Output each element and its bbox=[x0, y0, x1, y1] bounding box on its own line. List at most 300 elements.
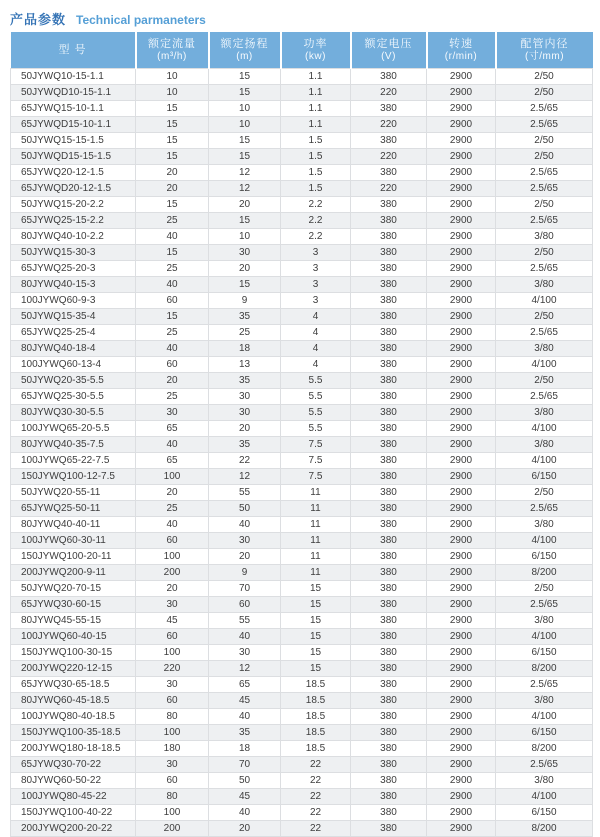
column-header-model bbox=[11, 32, 136, 69]
cell-speed: 2900 bbox=[427, 613, 496, 629]
cell-flow: 180 bbox=[136, 741, 209, 757]
cell-flow: 25 bbox=[136, 501, 209, 517]
cell-power: 2.2 bbox=[281, 213, 351, 229]
cell-pipe: 2/50 bbox=[496, 149, 593, 165]
cell-power: 18.5 bbox=[281, 741, 351, 757]
cell-flow: 100 bbox=[136, 549, 209, 565]
cell-volt: 380 bbox=[351, 389, 427, 405]
cell-model: 100JYWQ65-20-5.5 bbox=[11, 421, 136, 437]
cell-flow: 15 bbox=[136, 245, 209, 261]
page-title-en: Technical parmaneters bbox=[76, 13, 206, 27]
cell-power: 1.1 bbox=[281, 69, 351, 85]
cell-model: 80JYWQ30-30-5.5 bbox=[11, 405, 136, 421]
cell-power: 18.5 bbox=[281, 709, 351, 725]
cell-head: 15 bbox=[209, 85, 281, 101]
cell-head: 35 bbox=[209, 437, 281, 453]
cell-speed: 2900 bbox=[427, 821, 496, 837]
cell-power: 5.5 bbox=[281, 373, 351, 389]
column-header-unit: (m³/h) bbox=[157, 51, 187, 63]
table-row bbox=[11, 757, 593, 773]
cell-head: 70 bbox=[209, 581, 281, 597]
cell-head: 15 bbox=[209, 69, 281, 85]
cell-flow: 60 bbox=[136, 693, 209, 709]
cell-model: 50JYWQ15-20-2.2 bbox=[11, 197, 136, 213]
cell-model: 100JYWQ60-13-4 bbox=[11, 357, 136, 373]
cell-head: 20 bbox=[209, 421, 281, 437]
table-row bbox=[11, 69, 593, 85]
cell-power: 3 bbox=[281, 277, 351, 293]
cell-pipe: 3/80 bbox=[496, 405, 593, 421]
table-row bbox=[11, 645, 593, 661]
cell-speed: 2900 bbox=[427, 293, 496, 309]
cell-model: 65JYWQD15-10-1.1 bbox=[11, 117, 136, 133]
cell-model: 150JYWQ100-20-11 bbox=[11, 549, 136, 565]
column-header-unit: (r/min) bbox=[444, 51, 478, 63]
cell-volt: 380 bbox=[351, 165, 427, 181]
cell-power: 3 bbox=[281, 245, 351, 261]
cell-pipe: 3/80 bbox=[496, 229, 593, 245]
cell-flow: 100 bbox=[136, 469, 209, 485]
cell-flow: 20 bbox=[136, 165, 209, 181]
cell-pipe: 2.5/65 bbox=[496, 325, 593, 341]
spec-table bbox=[10, 32, 593, 837]
cell-power: 22 bbox=[281, 805, 351, 821]
cell-head: 60 bbox=[209, 597, 281, 613]
column-header-flow bbox=[136, 32, 209, 69]
cell-flow: 10 bbox=[136, 85, 209, 101]
column-header-label: 转速 bbox=[449, 37, 473, 50]
cell-power: 7.5 bbox=[281, 453, 351, 469]
cell-power: 1.1 bbox=[281, 85, 351, 101]
cell-volt: 380 bbox=[351, 501, 427, 517]
table-row bbox=[11, 389, 593, 405]
page-title-cn: 产品参数 bbox=[10, 12, 67, 27]
cell-head: 15 bbox=[209, 149, 281, 165]
cell-pipe: 8/200 bbox=[496, 565, 593, 581]
cell-pipe: 2/50 bbox=[496, 245, 593, 261]
cell-flow: 25 bbox=[136, 213, 209, 229]
cell-pipe: 4/100 bbox=[496, 421, 593, 437]
cell-volt: 380 bbox=[351, 357, 427, 373]
cell-head: 10 bbox=[209, 101, 281, 117]
cell-power: 15 bbox=[281, 597, 351, 613]
cell-pipe: 4/100 bbox=[496, 357, 593, 373]
cell-head: 45 bbox=[209, 693, 281, 709]
table-row bbox=[11, 309, 593, 325]
cell-model: 200JYWQ220-12-15 bbox=[11, 661, 136, 677]
cell-speed: 2900 bbox=[427, 149, 496, 165]
cell-head: 50 bbox=[209, 501, 281, 517]
cell-pipe: 2.5/65 bbox=[496, 389, 593, 405]
cell-model: 65JYWQ25-15-2.2 bbox=[11, 213, 136, 229]
cell-model: 50JYWQD10-15-1.1 bbox=[11, 85, 136, 101]
cell-model: 65JYWQ15-10-1.1 bbox=[11, 101, 136, 117]
cell-flow: 80 bbox=[136, 789, 209, 805]
cell-model: 65JYWQ25-50-11 bbox=[11, 501, 136, 517]
table-row bbox=[11, 149, 593, 165]
cell-pipe: 2/50 bbox=[496, 85, 593, 101]
cell-volt: 380 bbox=[351, 613, 427, 629]
cell-volt: 380 bbox=[351, 309, 427, 325]
cell-speed: 2900 bbox=[427, 677, 496, 693]
cell-model: 80JYWQ45-55-15 bbox=[11, 613, 136, 629]
cell-power: 1.1 bbox=[281, 117, 351, 133]
column-header-unit: (kw) bbox=[305, 51, 326, 63]
table-row bbox=[11, 613, 593, 629]
cell-head: 40 bbox=[209, 709, 281, 725]
cell-volt: 380 bbox=[351, 261, 427, 277]
cell-speed: 2900 bbox=[427, 421, 496, 437]
cell-head: 12 bbox=[209, 661, 281, 677]
cell-speed: 2900 bbox=[427, 437, 496, 453]
cell-head: 9 bbox=[209, 293, 281, 309]
cell-speed: 2900 bbox=[427, 629, 496, 645]
cell-head: 15 bbox=[209, 277, 281, 293]
cell-model: 65JYWQ30-70-22 bbox=[11, 757, 136, 773]
cell-model: 200JYWQ200-9-11 bbox=[11, 565, 136, 581]
cell-model: 100JYWQ65-22-7.5 bbox=[11, 453, 136, 469]
cell-model: 150JYWQ100-35-18.5 bbox=[11, 725, 136, 741]
table-row bbox=[11, 421, 593, 437]
cell-pipe: 2/50 bbox=[496, 581, 593, 597]
cell-head: 18 bbox=[209, 341, 281, 357]
cell-model: 150JYWQ100-30-15 bbox=[11, 645, 136, 661]
cell-flow: 30 bbox=[136, 757, 209, 773]
cell-speed: 2900 bbox=[427, 565, 496, 581]
cell-flow: 30 bbox=[136, 677, 209, 693]
cell-pipe: 6/150 bbox=[496, 469, 593, 485]
cell-volt: 380 bbox=[351, 325, 427, 341]
cell-speed: 2900 bbox=[427, 773, 496, 789]
cell-model: 50JYWQ10-15-1.1 bbox=[11, 69, 136, 85]
cell-volt: 380 bbox=[351, 453, 427, 469]
cell-flow: 15 bbox=[136, 149, 209, 165]
cell-head: 10 bbox=[209, 117, 281, 133]
cell-volt: 380 bbox=[351, 661, 427, 677]
column-header-unit: (寸/mm) bbox=[524, 51, 565, 63]
cell-model: 65JYWQ25-30-5.5 bbox=[11, 389, 136, 405]
cell-model: 65JYWQ25-25-4 bbox=[11, 325, 136, 341]
table-row bbox=[11, 325, 593, 341]
cell-flow: 200 bbox=[136, 565, 209, 581]
cell-flow: 40 bbox=[136, 437, 209, 453]
column-header-unit: (m) bbox=[236, 51, 253, 63]
column-header-label: 配管内径 bbox=[520, 37, 569, 50]
cell-pipe: 3/80 bbox=[496, 773, 593, 789]
table-row bbox=[11, 133, 593, 149]
cell-flow: 20 bbox=[136, 485, 209, 501]
cell-model: 50JYWQ15-15-1.5 bbox=[11, 133, 136, 149]
cell-pipe: 2/50 bbox=[496, 69, 593, 85]
table-row bbox=[11, 773, 593, 789]
cell-pipe: 4/100 bbox=[496, 709, 593, 725]
cell-volt: 380 bbox=[351, 229, 427, 245]
spec-table-body bbox=[11, 69, 593, 837]
cell-head: 35 bbox=[209, 725, 281, 741]
cell-speed: 2900 bbox=[427, 757, 496, 773]
cell-speed: 2900 bbox=[427, 725, 496, 741]
table-row bbox=[11, 405, 593, 421]
cell-model: 65JYWQ30-65-18.5 bbox=[11, 677, 136, 693]
table-row bbox=[11, 709, 593, 725]
cell-speed: 2900 bbox=[427, 741, 496, 757]
cell-power: 2.2 bbox=[281, 197, 351, 213]
cell-flow: 60 bbox=[136, 773, 209, 789]
table-row bbox=[11, 677, 593, 693]
table-row bbox=[11, 501, 593, 517]
cell-speed: 2900 bbox=[427, 357, 496, 373]
table-row bbox=[11, 597, 593, 613]
cell-power: 11 bbox=[281, 501, 351, 517]
cell-model: 50JYWQ20-35-5.5 bbox=[11, 373, 136, 389]
cell-flow: 60 bbox=[136, 629, 209, 645]
table-row bbox=[11, 789, 593, 805]
cell-flow: 220 bbox=[136, 661, 209, 677]
cell-pipe: 3/80 bbox=[496, 517, 593, 533]
cell-volt: 380 bbox=[351, 709, 427, 725]
cell-head: 25 bbox=[209, 325, 281, 341]
cell-model: 100JYWQ60-9-3 bbox=[11, 293, 136, 309]
cell-power: 5.5 bbox=[281, 421, 351, 437]
cell-pipe: 8/200 bbox=[496, 661, 593, 677]
cell-flow: 45 bbox=[136, 613, 209, 629]
table-row bbox=[11, 629, 593, 645]
cell-pipe: 8/200 bbox=[496, 821, 593, 837]
cell-pipe: 4/100 bbox=[496, 293, 593, 309]
cell-head: 30 bbox=[209, 405, 281, 421]
cell-volt: 380 bbox=[351, 421, 427, 437]
cell-speed: 2900 bbox=[427, 261, 496, 277]
column-header-power bbox=[281, 32, 351, 69]
cell-volt: 380 bbox=[351, 485, 427, 501]
table-row bbox=[11, 197, 593, 213]
cell-speed: 2900 bbox=[427, 645, 496, 661]
cell-model: 80JYWQ40-35-7.5 bbox=[11, 437, 136, 453]
cell-flow: 40 bbox=[136, 341, 209, 357]
cell-speed: 2900 bbox=[427, 485, 496, 501]
cell-speed: 2900 bbox=[427, 85, 496, 101]
cell-power: 4 bbox=[281, 341, 351, 357]
column-header-pipe bbox=[496, 32, 593, 69]
cell-volt: 380 bbox=[351, 469, 427, 485]
column-header-speed bbox=[427, 32, 496, 69]
table-row bbox=[11, 725, 593, 741]
cell-head: 15 bbox=[209, 133, 281, 149]
table-row bbox=[11, 85, 593, 101]
cell-volt: 380 bbox=[351, 277, 427, 293]
cell-head: 12 bbox=[209, 181, 281, 197]
cell-volt: 380 bbox=[351, 773, 427, 789]
cell-model: 200JYWQ200-20-22 bbox=[11, 821, 136, 837]
cell-power: 1.5 bbox=[281, 165, 351, 181]
cell-pipe: 2.5/65 bbox=[496, 165, 593, 181]
section-title bbox=[0, 0, 600, 32]
cell-flow: 20 bbox=[136, 181, 209, 197]
cell-pipe: 4/100 bbox=[496, 629, 593, 645]
cell-pipe: 6/150 bbox=[496, 549, 593, 565]
cell-speed: 2900 bbox=[427, 277, 496, 293]
column-header-label: 额定流量 bbox=[148, 37, 196, 50]
cell-speed: 2900 bbox=[427, 581, 496, 597]
cell-pipe: 2.5/65 bbox=[496, 101, 593, 117]
cell-speed: 2900 bbox=[427, 245, 496, 261]
cell-flow: 10 bbox=[136, 69, 209, 85]
cell-volt: 220 bbox=[351, 117, 427, 133]
column-header-volt bbox=[351, 32, 427, 69]
table-row bbox=[11, 101, 593, 117]
cell-pipe: 3/80 bbox=[496, 693, 593, 709]
cell-model: 100JYWQ80-45-22 bbox=[11, 789, 136, 805]
cell-volt: 380 bbox=[351, 341, 427, 357]
column-header-label: 额定扬程 bbox=[220, 37, 269, 50]
cell-volt: 380 bbox=[351, 597, 427, 613]
cell-head: 20 bbox=[209, 197, 281, 213]
cell-flow: 100 bbox=[136, 645, 209, 661]
cell-speed: 2900 bbox=[427, 309, 496, 325]
cell-flow: 15 bbox=[136, 197, 209, 213]
cell-volt: 380 bbox=[351, 517, 427, 533]
cell-speed: 2900 bbox=[427, 341, 496, 357]
cell-head: 65 bbox=[209, 677, 281, 693]
cell-flow: 25 bbox=[136, 261, 209, 277]
cell-speed: 2900 bbox=[427, 117, 496, 133]
cell-volt: 380 bbox=[351, 133, 427, 149]
cell-power: 15 bbox=[281, 629, 351, 645]
cell-power: 11 bbox=[281, 533, 351, 549]
cell-flow: 80 bbox=[136, 709, 209, 725]
cell-volt: 380 bbox=[351, 741, 427, 757]
table-row bbox=[11, 453, 593, 469]
table-row bbox=[11, 821, 593, 837]
cell-volt: 380 bbox=[351, 677, 427, 693]
cell-speed: 2900 bbox=[427, 101, 496, 117]
cell-pipe: 3/80 bbox=[496, 277, 593, 293]
cell-volt: 380 bbox=[351, 293, 427, 309]
table-row bbox=[11, 261, 593, 277]
cell-volt: 380 bbox=[351, 197, 427, 213]
cell-volt: 380 bbox=[351, 373, 427, 389]
table-row bbox=[11, 485, 593, 501]
cell-speed: 2900 bbox=[427, 453, 496, 469]
cell-pipe: 2.5/65 bbox=[496, 213, 593, 229]
table-row bbox=[11, 469, 593, 485]
cell-power: 3 bbox=[281, 261, 351, 277]
cell-model: 65JYWQ30-60-15 bbox=[11, 597, 136, 613]
table-row bbox=[11, 693, 593, 709]
cell-power: 1.1 bbox=[281, 101, 351, 117]
cell-model: 80JYWQ40-40-11 bbox=[11, 517, 136, 533]
cell-power: 7.5 bbox=[281, 437, 351, 453]
cell-speed: 2900 bbox=[427, 549, 496, 565]
cell-model: 65JYWQ20-12-1.5 bbox=[11, 165, 136, 181]
cell-pipe: 2.5/65 bbox=[496, 597, 593, 613]
cell-volt: 380 bbox=[351, 645, 427, 661]
cell-speed: 2900 bbox=[427, 501, 496, 517]
cell-volt: 220 bbox=[351, 181, 427, 197]
table-row bbox=[11, 805, 593, 821]
cell-pipe: 2.5/65 bbox=[496, 181, 593, 197]
cell-power: 2.2 bbox=[281, 229, 351, 245]
cell-flow: 60 bbox=[136, 533, 209, 549]
table-row bbox=[11, 533, 593, 549]
cell-power: 7.5 bbox=[281, 469, 351, 485]
table-row bbox=[11, 357, 593, 373]
cell-model: 80JYWQ40-10-2.2 bbox=[11, 229, 136, 245]
cell-head: 13 bbox=[209, 357, 281, 373]
cell-volt: 220 bbox=[351, 149, 427, 165]
cell-flow: 15 bbox=[136, 133, 209, 149]
table-row bbox=[11, 373, 593, 389]
cell-flow: 40 bbox=[136, 229, 209, 245]
cell-head: 45 bbox=[209, 789, 281, 805]
cell-pipe: 6/150 bbox=[496, 645, 593, 661]
cell-flow: 65 bbox=[136, 453, 209, 469]
cell-volt: 380 bbox=[351, 821, 427, 837]
table-row bbox=[11, 549, 593, 565]
cell-volt: 380 bbox=[351, 725, 427, 741]
cell-volt: 380 bbox=[351, 533, 427, 549]
cell-pipe: 3/80 bbox=[496, 613, 593, 629]
cell-speed: 2900 bbox=[427, 805, 496, 821]
cell-model: 80JYWQ40-18-4 bbox=[11, 341, 136, 357]
cell-volt: 380 bbox=[351, 213, 427, 229]
header-row bbox=[11, 32, 593, 69]
cell-flow: 65 bbox=[136, 421, 209, 437]
cell-speed: 2900 bbox=[427, 405, 496, 421]
cell-speed: 2900 bbox=[427, 597, 496, 613]
cell-flow: 40 bbox=[136, 277, 209, 293]
spec-table-header bbox=[11, 32, 593, 69]
cell-power: 5.5 bbox=[281, 405, 351, 421]
cell-power: 15 bbox=[281, 581, 351, 597]
cell-head: 20 bbox=[209, 549, 281, 565]
cell-speed: 2900 bbox=[427, 469, 496, 485]
table-row bbox=[11, 741, 593, 757]
cell-flow: 25 bbox=[136, 389, 209, 405]
cell-power: 18.5 bbox=[281, 725, 351, 741]
cell-volt: 380 bbox=[351, 805, 427, 821]
cell-flow: 60 bbox=[136, 293, 209, 309]
cell-speed: 2900 bbox=[427, 165, 496, 181]
cell-pipe: 8/200 bbox=[496, 741, 593, 757]
cell-model: 80JYWQ60-45-18.5 bbox=[11, 693, 136, 709]
table-row bbox=[11, 661, 593, 677]
cell-head: 20 bbox=[209, 261, 281, 277]
cell-head: 30 bbox=[209, 389, 281, 405]
cell-model: 80JYWQ60-50-22 bbox=[11, 773, 136, 789]
cell-speed: 2900 bbox=[427, 325, 496, 341]
cell-speed: 2900 bbox=[427, 533, 496, 549]
table-row bbox=[11, 181, 593, 197]
cell-pipe: 2.5/65 bbox=[496, 261, 593, 277]
cell-head: 30 bbox=[209, 245, 281, 261]
cell-power: 1.5 bbox=[281, 133, 351, 149]
cell-head: 55 bbox=[209, 485, 281, 501]
cell-head: 10 bbox=[209, 229, 281, 245]
cell-pipe: 2.5/65 bbox=[496, 677, 593, 693]
cell-power: 4 bbox=[281, 357, 351, 373]
cell-power: 11 bbox=[281, 565, 351, 581]
cell-power: 4 bbox=[281, 309, 351, 325]
cell-flow: 25 bbox=[136, 325, 209, 341]
cell-volt: 380 bbox=[351, 437, 427, 453]
cell-head: 30 bbox=[209, 533, 281, 549]
cell-power: 22 bbox=[281, 773, 351, 789]
cell-speed: 2900 bbox=[427, 389, 496, 405]
cell-flow: 30 bbox=[136, 597, 209, 613]
cell-speed: 2900 bbox=[427, 229, 496, 245]
cell-power: 15 bbox=[281, 645, 351, 661]
